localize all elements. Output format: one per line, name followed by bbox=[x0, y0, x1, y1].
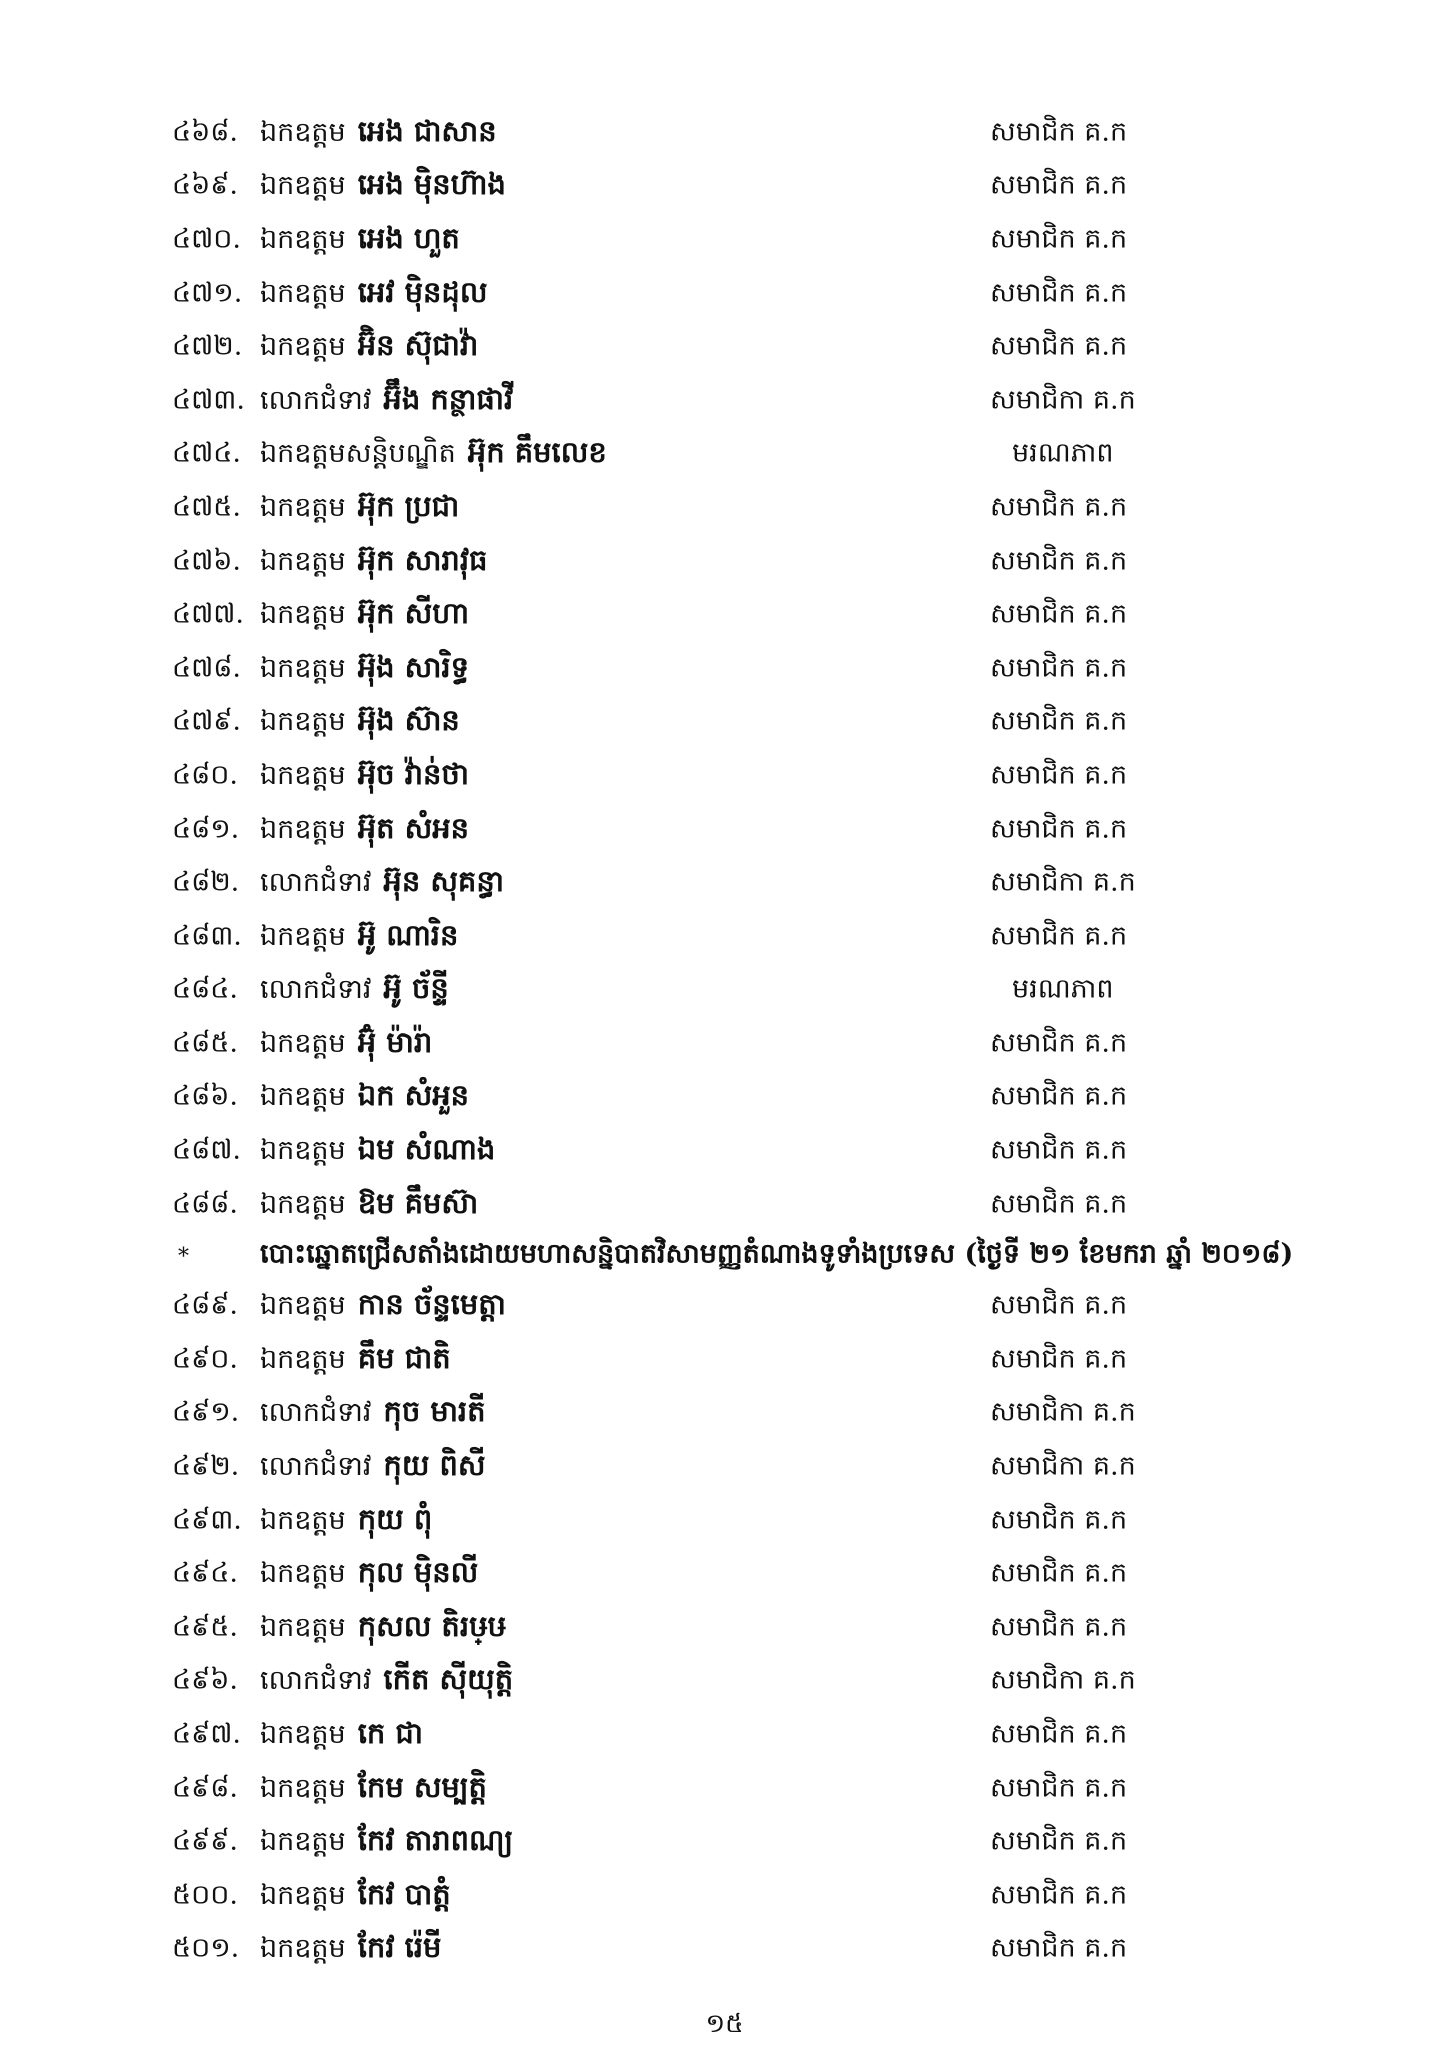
entry-status: សមាជិក គ.ក bbox=[990, 598, 1128, 630]
entry-status: សមាជិក គ.ក bbox=[990, 1134, 1128, 1166]
entry-number: ៤៨៥. bbox=[172, 1027, 238, 1059]
entry-name-group bbox=[260, 703, 460, 745]
list-item bbox=[0, 1335, 1449, 1389]
list-item bbox=[0, 215, 1449, 269]
entry-name-group bbox=[260, 275, 487, 317]
entry-name: អេង ម៉ិនហ៊ាង bbox=[357, 167, 506, 202]
entry-status: សមាជិក គ.ក bbox=[990, 169, 1128, 201]
entry-title: ឯកឧត្តម bbox=[260, 1826, 346, 1858]
entry-status: សមាជិក គ.ក bbox=[990, 1879, 1128, 1911]
entry-title: ឯកឧត្តម bbox=[260, 1135, 346, 1167]
entry-title: ឯកឧត្តម bbox=[260, 1081, 346, 1113]
entry-title: ឯកឧត្តម bbox=[260, 706, 346, 738]
list-item bbox=[0, 322, 1449, 376]
entry-name-group bbox=[260, 1877, 451, 1919]
entry-name: អ៊ុង សារិទ្ធ bbox=[357, 649, 470, 684]
list-item bbox=[0, 1073, 1449, 1127]
entry-number: ៤៨១. bbox=[172, 813, 240, 845]
entry-name: កែវ បាត្តំ bbox=[357, 1876, 451, 1911]
entry-status: សមាជិក គ.ក bbox=[990, 223, 1128, 255]
entry-title: ឯកឧត្តម bbox=[260, 277, 346, 309]
entry-number: ៤៧០. bbox=[172, 223, 241, 255]
entry-name: កែវ តារាពណ្យ bbox=[357, 1823, 514, 1858]
entry-number: ៤៨៣. bbox=[172, 920, 242, 952]
list-item bbox=[0, 966, 1449, 1020]
list-item bbox=[0, 1549, 1449, 1603]
list-item bbox=[0, 537, 1449, 591]
entry-status: សមាជិក គ.ក bbox=[990, 491, 1128, 523]
entry-name: កែម សម្បត្តិ bbox=[357, 1769, 487, 1804]
entry-name-group bbox=[260, 1025, 432, 1067]
entry-name: អេង ហួត bbox=[357, 220, 460, 255]
entry-title: លោកជំទាវ bbox=[260, 1397, 372, 1429]
entry-number: ៤៧៩. bbox=[172, 705, 241, 737]
entry-title: ឯកឧត្តម bbox=[260, 1772, 346, 1804]
entry-title: លោកជំទាវ bbox=[260, 1665, 372, 1697]
entry-title: ឯកឧត្តម bbox=[260, 1719, 346, 1751]
list-item bbox=[0, 1019, 1449, 1073]
entry-name-group bbox=[260, 1770, 487, 1812]
entry-name: កើត ស៊ីយុត្តិ bbox=[383, 1662, 514, 1697]
entry-name: ឯក សំអួន bbox=[357, 1078, 470, 1113]
entry-name-group bbox=[260, 1287, 506, 1329]
entry-number: ៤៧៦. bbox=[172, 545, 241, 577]
entry-name: គឹម ជាតិ bbox=[357, 1340, 451, 1375]
entry-status: សមាជិក គ.ក bbox=[990, 1080, 1128, 1112]
entry-number: ៤៩៥. bbox=[172, 1611, 238, 1643]
entry-name-group bbox=[260, 489, 459, 531]
list-item bbox=[0, 698, 1449, 752]
entry-status: សមាជិកា គ.ក bbox=[990, 1664, 1136, 1696]
entry-title: ឯកឧត្តម bbox=[260, 116, 346, 148]
list-item bbox=[0, 1603, 1449, 1657]
entry-number: ៤៨៤. bbox=[172, 973, 238, 1005]
entry-name-group bbox=[260, 1930, 441, 1972]
entry-name-group bbox=[260, 1132, 495, 1174]
entry-status: សមាជិក គ.ក bbox=[990, 330, 1128, 362]
entry-name-group bbox=[260, 1502, 432, 1544]
entry-title: ឯកឧត្តម bbox=[260, 1188, 346, 1220]
entry-number: ៤៩៣. bbox=[172, 1504, 242, 1536]
list-item bbox=[0, 805, 1449, 859]
entry-name: កុល ម៉ិនលី bbox=[357, 1555, 479, 1590]
entry-name: អ៊ុក ប្រជា bbox=[357, 488, 460, 523]
note-row bbox=[0, 1233, 1449, 1281]
entry-status: សមាជិក គ.ក bbox=[990, 1611, 1128, 1643]
list-item bbox=[0, 751, 1449, 805]
entry-number: ៤៧៧. bbox=[172, 598, 244, 630]
entry-title: ឯកឧត្តម bbox=[260, 1558, 346, 1590]
entry-title: លោកជំទាវ bbox=[260, 974, 372, 1006]
entry-status: សមាជិក គ.ក bbox=[990, 1188, 1128, 1220]
entry-name-group bbox=[260, 1555, 478, 1597]
list-item bbox=[0, 1817, 1449, 1871]
entry-status: សមាជិក គ.ក bbox=[990, 116, 1128, 148]
entry-name-group bbox=[260, 1662, 513, 1704]
list-item bbox=[0, 269, 1449, 323]
page-number: ១៥ bbox=[705, 2009, 744, 2039]
entry-name-group bbox=[260, 864, 504, 906]
entry-name: អេង ជាសាន bbox=[357, 113, 497, 148]
entry-number: ៤៩១. bbox=[172, 1396, 240, 1428]
entry-name-group bbox=[260, 1823, 513, 1865]
entry-title: ឯកឧត្តម bbox=[260, 1933, 346, 1965]
list-item bbox=[0, 1126, 1449, 1180]
entry-number: ៤៧៥. bbox=[172, 491, 241, 523]
list-item bbox=[0, 376, 1449, 430]
entry-status: សមាជិកា គ.ក bbox=[990, 384, 1136, 416]
entry-status: សមាជិក គ.ក bbox=[990, 1289, 1128, 1321]
entry-number: ៥០០. bbox=[172, 1879, 238, 1911]
entry-status: សមាជិក គ.ក bbox=[990, 277, 1128, 309]
entry-title: ឯកឧត្តម bbox=[260, 599, 346, 631]
entry-title: ឯកឧត្តម bbox=[260, 1027, 346, 1059]
entry-name-group bbox=[260, 221, 460, 263]
entry-status: សមាជិក គ.ក bbox=[990, 1557, 1128, 1589]
entry-number: ៤៧១. bbox=[172, 277, 243, 309]
list-item bbox=[0, 1657, 1449, 1711]
list-item bbox=[0, 858, 1449, 912]
entry-status: សមាជិក គ.ក bbox=[990, 652, 1128, 684]
entry-name: អ៊ុច វ៉ាន់ថា bbox=[357, 756, 470, 791]
list-item bbox=[0, 430, 1449, 484]
entry-name-group bbox=[260, 167, 506, 209]
entry-title: ឯកឧត្តម bbox=[260, 170, 346, 202]
entry-title: ឯកឧត្តម bbox=[260, 1504, 346, 1536]
entry-title: ឯកឧត្តម bbox=[260, 331, 346, 363]
entry-status: មរណភាព bbox=[1012, 973, 1114, 1005]
member-list bbox=[0, 108, 1449, 1978]
entry-status: សមាជិក គ.ក bbox=[990, 1718, 1128, 1750]
entry-name: ឱម គឹមស៊ា bbox=[357, 1185, 479, 1220]
list-item bbox=[0, 1281, 1449, 1335]
entry-title: ឯកឧត្តម bbox=[260, 545, 346, 577]
list-item bbox=[0, 590, 1449, 644]
entry-name-group bbox=[260, 382, 513, 424]
entry-name: អ៊ុត សំអន bbox=[357, 810, 470, 845]
entry-name: អ៊ុំ ម៉ារ៉ា bbox=[357, 1024, 433, 1059]
list-item bbox=[0, 912, 1449, 966]
entry-name-group bbox=[260, 650, 469, 692]
entry-name-group bbox=[260, 1448, 486, 1490]
entry-name-group bbox=[260, 757, 469, 799]
entry-status: សមាជិក គ.ក bbox=[990, 759, 1128, 791]
entry-number: ៤៨២. bbox=[172, 866, 240, 898]
entry-status: សមាជិកា គ.ក bbox=[990, 866, 1136, 898]
entry-name-group bbox=[260, 1394, 486, 1436]
entry-number: ៤៧៣. bbox=[172, 384, 245, 416]
entry-title: ឯកឧត្តម bbox=[260, 1611, 346, 1643]
entry-name-group bbox=[260, 114, 497, 156]
entry-name: អ៊ុក សារាវុធ bbox=[357, 542, 488, 577]
entry-number: ៤៧៨. bbox=[172, 652, 241, 684]
entry-status: សមាជិក គ.ក bbox=[990, 1825, 1128, 1857]
list-item bbox=[0, 1389, 1449, 1443]
entry-title: ឯកឧត្តម bbox=[260, 920, 346, 952]
list-item bbox=[0, 1871, 1449, 1925]
entry-number: ៤៩៧. bbox=[172, 1718, 241, 1750]
entry-number: ៤៩៩. bbox=[172, 1825, 238, 1857]
list-item bbox=[0, 483, 1449, 537]
entry-number: ៤៩៨. bbox=[172, 1772, 238, 1804]
entry-name: អ៊ុង ស៊ាន bbox=[357, 703, 460, 738]
entry-name: អ៊ិន ស៊ុជាវ៉ា bbox=[357, 328, 479, 363]
entry-name-group bbox=[260, 1341, 451, 1383]
entry-name-group bbox=[260, 811, 469, 853]
entry-name: អ៊ូ ណារិន bbox=[357, 917, 459, 952]
entry-number: ៤៧២. bbox=[172, 330, 243, 362]
entry-name: កុសល តិរឞ្ឞ bbox=[357, 1608, 506, 1643]
entry-name-group bbox=[260, 971, 449, 1013]
entry-number: ៤៩៦. bbox=[172, 1664, 238, 1696]
entry-name: កុយ ពិសី bbox=[383, 1448, 486, 1483]
note-marker: * bbox=[178, 1244, 189, 1270]
entry-name-group bbox=[260, 1078, 469, 1120]
entry-name: អ៊ូ ច័ន្ទី bbox=[383, 971, 449, 1006]
note-text: បោះឆ្នោតជ្រើសតាំងដោយមហាសន្និបាតវិសាមញ្ញតំណាងទូទាំងប្រទេស (ថ្ងៃទី ២១ ខែមករា ឆ្នាំ ២០១៨) bbox=[260, 1238, 1294, 1270]
entry-status: មរណភាព bbox=[1012, 437, 1114, 469]
entry-name: កុច មារតី bbox=[383, 1394, 486, 1429]
list-item bbox=[0, 1764, 1449, 1818]
list-item bbox=[0, 162, 1449, 216]
entry-title: ឯកឧត្តម bbox=[260, 652, 346, 684]
entry-name-group bbox=[260, 435, 607, 477]
list-item bbox=[0, 1442, 1449, 1496]
entry-status: សមាជិក គ.ក bbox=[990, 1027, 1128, 1059]
entry-status: សមាជិក គ.ក bbox=[990, 1504, 1128, 1536]
entry-name-group bbox=[260, 596, 469, 638]
entry-name-group bbox=[260, 328, 478, 370]
entry-name-group bbox=[260, 1716, 423, 1758]
entry-title: ឯកឧត្តម bbox=[260, 1343, 346, 1375]
entry-title: ឯកឧត្តមសន្តិបណ្ឌិត bbox=[260, 438, 456, 470]
entry-status: សមាជិក គ.ក bbox=[990, 705, 1128, 737]
entry-title: លោកជំទាវ bbox=[260, 384, 372, 416]
entry-number: ៤៨៨. bbox=[172, 1188, 238, 1220]
list-item bbox=[0, 644, 1449, 698]
entry-number: ៤៦៩. bbox=[172, 169, 238, 201]
entry-name-group bbox=[260, 543, 487, 585]
entry-name: អ៊ុក គឹមលេខ bbox=[467, 435, 607, 470]
entry-status: សមាជិក គ.ក bbox=[990, 1932, 1128, 1964]
entry-title: លោកជំទាវ bbox=[260, 867, 372, 899]
entry-status: សមាជិកា គ.ក bbox=[990, 1450, 1136, 1482]
entry-name: ឯម សំណាង bbox=[357, 1132, 496, 1167]
entry-title: ឯកឧត្តម bbox=[260, 223, 346, 255]
entry-number: ៤៦៨. bbox=[172, 116, 238, 148]
entry-title: ឯកឧត្តម bbox=[260, 491, 346, 523]
entry-status: សមាជិក គ.ក bbox=[990, 920, 1128, 952]
entry-status: សមាជិក គ.ក bbox=[990, 813, 1128, 845]
entry-number: ៤៨៧. bbox=[172, 1134, 241, 1166]
entry-number: ៤៨០. bbox=[172, 759, 238, 791]
entry-title: ឯកឧត្តម bbox=[260, 1290, 346, 1322]
entry-name: កេ ជា bbox=[357, 1716, 424, 1751]
entry-number: ៤៧៤. bbox=[172, 437, 241, 469]
entry-name: អេវ ម៉ិនដុល bbox=[357, 274, 488, 309]
entry-name: អ៊ុន សុគន្ធា bbox=[383, 864, 504, 899]
list-item bbox=[0, 108, 1449, 162]
entry-status: សមាជិក គ.ក bbox=[990, 1343, 1128, 1375]
list-item bbox=[0, 1180, 1449, 1234]
entry-status: សមាជិក គ.ក bbox=[990, 1772, 1128, 1804]
entry-number: ៤៩២. bbox=[172, 1450, 240, 1482]
entry-name: កុយ ពុំ bbox=[357, 1501, 433, 1536]
entry-title: ឯកឧត្តម bbox=[260, 1879, 346, 1911]
entry-number: ៤៨៦. bbox=[172, 1080, 238, 1112]
entry-number: ៥០១. bbox=[172, 1932, 240, 1964]
entry-name-group bbox=[260, 1609, 506, 1651]
entry-number: ៤៨៩. bbox=[172, 1289, 238, 1321]
entry-number: ៤៩៤. bbox=[172, 1557, 238, 1589]
entry-number: ៤៩០. bbox=[172, 1343, 238, 1375]
entry-status: សមាជិក គ.ក bbox=[990, 545, 1128, 577]
entry-name: អ៊ុក សីហា bbox=[357, 596, 470, 631]
entry-status: សមាជិកា គ.ក bbox=[990, 1396, 1136, 1428]
list-item bbox=[0, 1925, 1449, 1979]
entry-name: កាន ច័ន្ទមេត្តា bbox=[357, 1287, 506, 1322]
entry-name: កែវ រ៉េមី bbox=[357, 1930, 442, 1965]
entry-name-group bbox=[260, 1186, 478, 1228]
list-item bbox=[0, 1710, 1449, 1764]
entry-title: ឯកឧត្តម bbox=[260, 759, 346, 791]
list-item bbox=[0, 1496, 1449, 1550]
entry-title: ឯកឧត្តម bbox=[260, 813, 346, 845]
entry-title: លោកជំទាវ bbox=[260, 1451, 372, 1483]
entry-name: អ៊ឹង កន្ថាផាវី bbox=[383, 381, 514, 416]
entry-name-group bbox=[260, 918, 458, 960]
